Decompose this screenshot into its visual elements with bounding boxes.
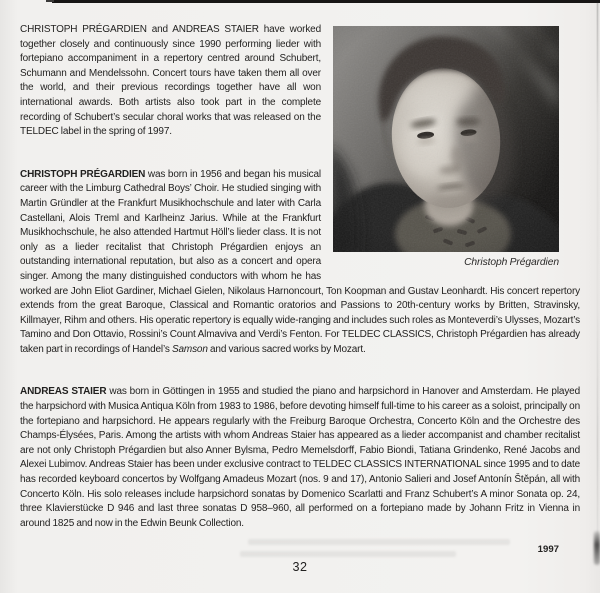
text-run: Samson [171,343,208,355]
article-text [20,23,580,531]
text-run: CHRISTOPH PRÉGARDIEN [20,168,146,180]
scan-edge-top [52,0,600,3]
copyright-year: 1997 [537,544,559,555]
page-number: 32 [292,560,308,574]
text-run: and various sacred works by Mozart. [207,343,366,355]
artist-photo-figure [333,26,559,269]
photo-caption: Christoph Prégardien [464,257,559,268]
bleed-through-artifact [240,551,456,557]
paragraph [20,385,580,531]
text-run: was born in 1956 and began his musical career with the Limburg Cathedral Boys’ Choir. He studied singing with Martin Gründler at the Frankfurt Musikhochschule and later with Carla Castellani, Alois Treml and Karlheinz Jarius. While at the Frankfurt Musikhochschule, he also attended Hartmut Höll’s lieder class. It is not only as a lieder recitalist that Christoph Prégardien enjoys an outstanding international reputation, but also as a concert and opera singer. Among the many distinguished conductors with whom he has worked are John Eliot Gardiner, Michael Gielen, Nikolaus Harnoncourt, Ton Koopman and Gustav Leonhardt. His concert repertory extends from the great Baroque, Classical and Romantic oratorios and Passions to 20th-century works by Britten, Stravinsky, Killmayer, Rihm and others. His operatic repertory is equally wide-ranging and includes such roles as Monteverdi’s Ulysses, Mozart’s Tamino and Don Ottavio, Rossini’s Count Almaviva and Verdi’s Fenton. For TELDEC CLASSICS, Christoph Prégardien has already taken part in recordings of Handel’s [20,168,580,355]
artist-portrait-photo [333,26,559,252]
text-run: was born in Göttingen in 1955 and studied the piano and harpsichord in Hanover and Amsterdam. He played the harpsichord with Musica Antiqua Köln from 1983 to 1986, before devoting himself full-time to his career as a soloist, principally on the fortepiano and harpsichord. He appears regularly with the Freiburg Baroque Orchestra, Concerto Köln and the Orchestre des Champs-Élysées, Paris. Among the artists with whom Andreas Staier has appeared as a lieder accompanist and chamber recitalist are not only Christoph Prégardien but also Anner Bylsma, Pedro Memelsdorff, Fabio Biondi, Tatiana Grindenko, René Jacobs and Alexei Lubimov. Andreas Staier has been under exclusive contract to TELDEC CLASSICS INTERNATIONAL since 1995 and to date has recorded keyboard concertos by Wolfgang Amadeus Mozart (nos. 9 and 17), Antonio Salieri and Josef Antonín Štěpán, all with Concerto Köln. His solo releases include harpsichord sonatas by Domenico Scarlatti and Franz Schubert’s A minor Sonata op. 24, three Klavierstücke D 946 and last three sonatas D 958–960, all performed on a fortepiano made by Johann Fritz in Vienna in around 1825 and now in the Edwin Beunk Collection. [20,386,581,529]
text-run: CHRISTOPH PRÉGARDIEN and ANDREAS STAIER have worked together closely and continuously since 1990 performing lieder with fortepiano accompaniment in a repertory centred around Schubert, Schumann and Mendelssohn. Concert tours have taken them all over the world, and their previous recordings together have all won international awards. Both artists also took part in the complete recording of Schubert’s secular choral works that was released on the TELDEC label in the spring of 1997. [20,24,321,138]
scan-edge-right [597,2,598,553]
bleed-through-artifact [248,539,510,545]
text-run: ANDREAS STAIER [20,386,107,398]
